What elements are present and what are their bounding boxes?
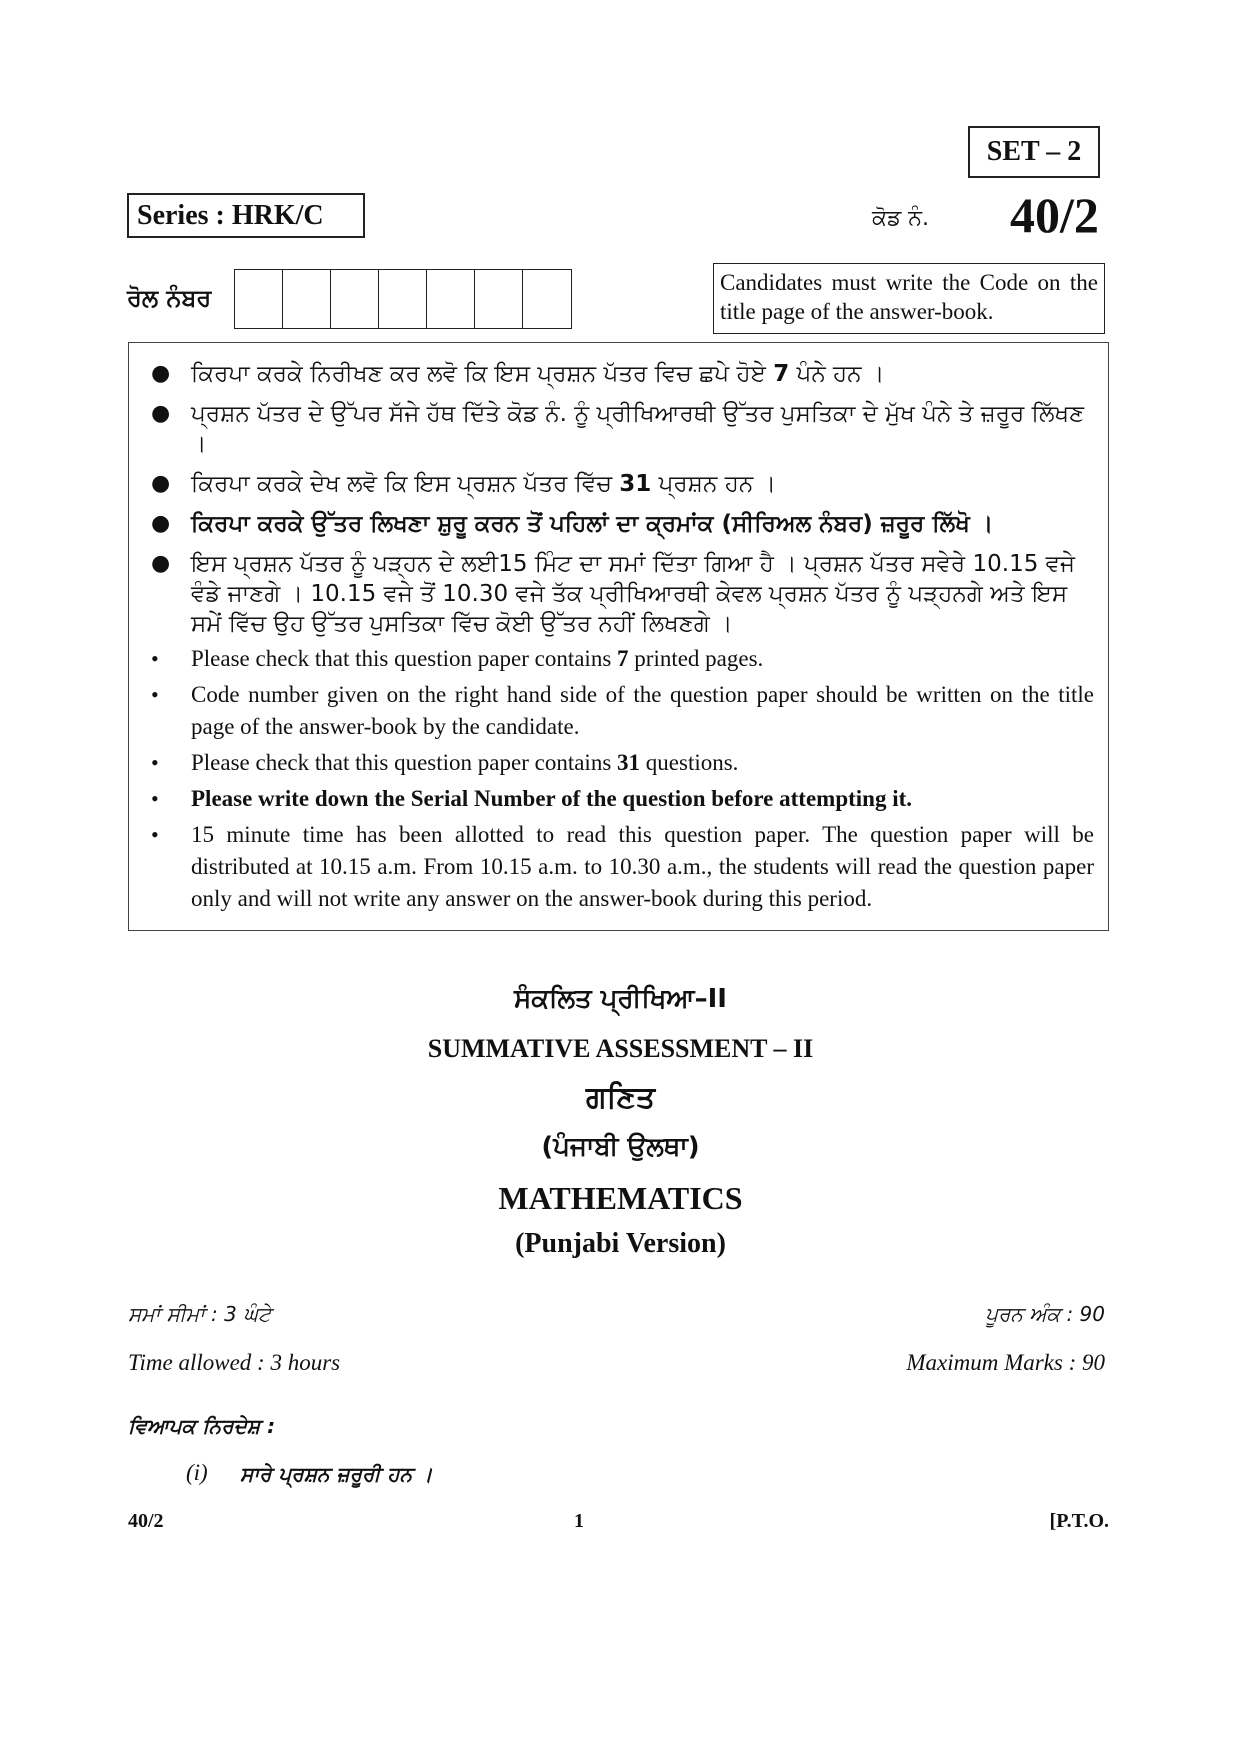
roll-cell[interactable]: [523, 270, 571, 328]
roll-number-label: ਰੋਲ ਨੰਬਰ: [127, 284, 212, 312]
instruction-item: ● ਪ੍ਰਸ਼ਨ ਪੱਤਰ ਦੇ ਉੱਪਰ ਸੱਜੇ ਹੱਥ ਦਿੱਤੇ ਕੋਡ ਨੰ. ਨੂੰ ਪ੍ਰੀਖਿਆਰਥੀ ਉੱਤਰ ਪੁਸਤਿਕਾ ਦੇ ਮੁੱਖ ਪੰਨੇ ਤੇ ਜ਼ਰੂਰ ਲਿੱਖਣ ।: [151, 401, 1085, 457]
bullet: ●: [151, 551, 171, 576]
page-number: 1: [574, 1510, 584, 1532]
instructions-box: [128, 342, 1109, 931]
roll-cell[interactable]: [379, 270, 427, 328]
version-title-english: (Punjabi Version): [515, 1228, 726, 1259]
bullet: ●: [151, 401, 171, 426]
instruction-item: • Please check that this question paper contains 7 printed pages.: [129, 643, 1108, 675]
bullet: ●: [151, 361, 171, 386]
instruction-item: • Code number given on the right hand side of the question paper should be written on the title page of the answer-book by the candidate.: [129, 679, 1108, 743]
footer-code: 40/2: [128, 1510, 164, 1532]
set-label: SET – 2: [968, 126, 1100, 178]
instruction-item: ● ਕਿਰਪਾ ਕਰਕੇ ਦੇਖ ਲਵੋ ਕਿ ਇਸ ਪ੍ਰਸ਼ਨ ਪੱਤਰ ਵਿੱਚ 31 ਪ੍ਰਸ਼ਨ ਹਨ ।: [151, 471, 777, 497]
instruction-item: ● ਕਿਰਪਾ ਕਰਕੇ ਉੱਤਰ ਲਿਖਣਾ ਸ਼ੁਰੂ ਕਰਨ ਤੋਂ ਪਹਿਲਾਂ ਦਾ ਕ੍ਰਮਾਂਕ (ਸੀਰਿਅਲ ਨੰਬਰ) ਜ਼ਰੂਰ ਲਿੱਖੋ ।: [151, 511, 994, 537]
roll-cell[interactable]: [427, 270, 475, 328]
candidates-note: Candidates must write the Code on the title page of the answer-book.: [713, 263, 1105, 334]
roll-number-grid[interactable]: [234, 269, 572, 329]
roll-cell[interactable]: [475, 270, 523, 328]
version-title-punjabi: (ਪੰਜਾਬੀ ਉਲਥਾ): [541, 1132, 700, 1162]
instruction-item: • Please write down the Serial Number of the question before attempting it.: [129, 783, 1108, 815]
code-label: ਕੋਡ ਨੰ.: [872, 206, 930, 231]
assessment-title-punjabi: ਸੰਕਲਿਤ ਪ੍ਰੀਖਿਆ–II: [514, 984, 727, 1014]
roll-cell[interactable]: [283, 270, 331, 328]
instruction-item: ● ਕਿਰਪਾ ਕਰਕੇ ਨਿਰੀਖਣ ਕਰ ਲਵੋ ਕਿ ਇਸ ਪ੍ਰਸ਼ਨ ਪੱਤਰ ਵਿਚ ਛਪੇ ਹੋਏ 7 ਪੰਨੇ ਹਨ ।: [151, 361, 885, 387]
item-text: ਸਾਰੇ ਪ੍ਰਸ਼ਨ ਜ਼ਰੂਰੀ ਹਨ ।: [240, 1462, 433, 1486]
bullet: •: [151, 646, 159, 671]
max-marks-punjabi: ਪੂਰਨ ਅੰਕ : 90: [985, 1302, 1105, 1326]
time-allowed: Time allowed : 3 hours: [128, 1350, 341, 1375]
pto-label: [P.T.O.: [1049, 1510, 1109, 1532]
subject-title-english: MATHEMATICS: [498, 1180, 743, 1216]
code-value: 40/2: [1010, 187, 1099, 243]
general-instructions-heading: ਵਿਆਪਕ ਨਿਰਦੇਸ਼ :: [128, 1414, 276, 1438]
subject-title-punjabi: ਗਣਿਤ: [585, 1080, 656, 1115]
series-label: Series : HRK/C: [127, 193, 365, 238]
roll-cell[interactable]: [235, 270, 283, 328]
bullet: ●: [151, 471, 171, 496]
roll-cell[interactable]: [331, 270, 379, 328]
instructions-list: [129, 359, 1108, 915]
bullet: •: [151, 822, 159, 847]
bullet: •: [151, 750, 159, 775]
instruction-item: • 15 minute time has been allotted to read this question paper. The question paper will be distributed at 10.15 a.m. From 10.15 a.m. to 10.30 a.m., the students will read the question paper only and will not write any answer on the answer-book during this period.: [129, 819, 1108, 915]
maximum-marks: Maximum Marks : 90: [906, 1350, 1105, 1375]
item-number: (i): [186, 1460, 208, 1485]
bullet: •: [151, 786, 159, 811]
bullet: ●: [151, 511, 171, 536]
instruction-item: • Please check that this question paper contains 31 questions.: [129, 747, 1108, 779]
assessment-title-english: SUMMATIVE ASSESSMENT – II: [427, 1034, 814, 1063]
instruction-item: ● ਇਸ ਪ੍ਰਸ਼ਨ ਪੱਤਰ ਨੂੰ ਪੜ੍ਹਨ ਦੇ ਲਈ15 ਮਿੰਟ ਦਾ ਸਮਾਂ ਦਿੱਤਾ ਗਿਆ ਹੈ । ਪ੍ਰਸ਼ਨ ਪੱਤਰ ਸਵੇਰੇ 10.15 ਵਜੇ ਵੰਡੇ ਜਾਣਗੇ । 10.15 ਵਜੇ ਤੋਂ 10.30 ਵਜੇ ਤੱਕ ਪ੍ਰੀਖਿਆਰਥੀ ਕੇਵਲ ਪ੍ਰਸ਼ਨ ਪੱਤਰ ਨੂੰ ਪੜ੍ਹਨਗੇ ਅਤੇ ਇਸ ਸਮੇਂ ਵਿੱਚ ਉਹ ਉੱਤਰ ਪੁਸਤਿਕਾ ਵਿੱਚ ਕੋਈ ਉੱਤਰ ਨਹੀਂ ਲਿਖਣਗੇ ।: [151, 551, 1076, 637]
time-limit-punjabi: ਸਮਾਂ ਸੀਮਾਂ : 3 ਘੰਟੇ: [128, 1302, 271, 1326]
bullet: •: [151, 682, 159, 707]
